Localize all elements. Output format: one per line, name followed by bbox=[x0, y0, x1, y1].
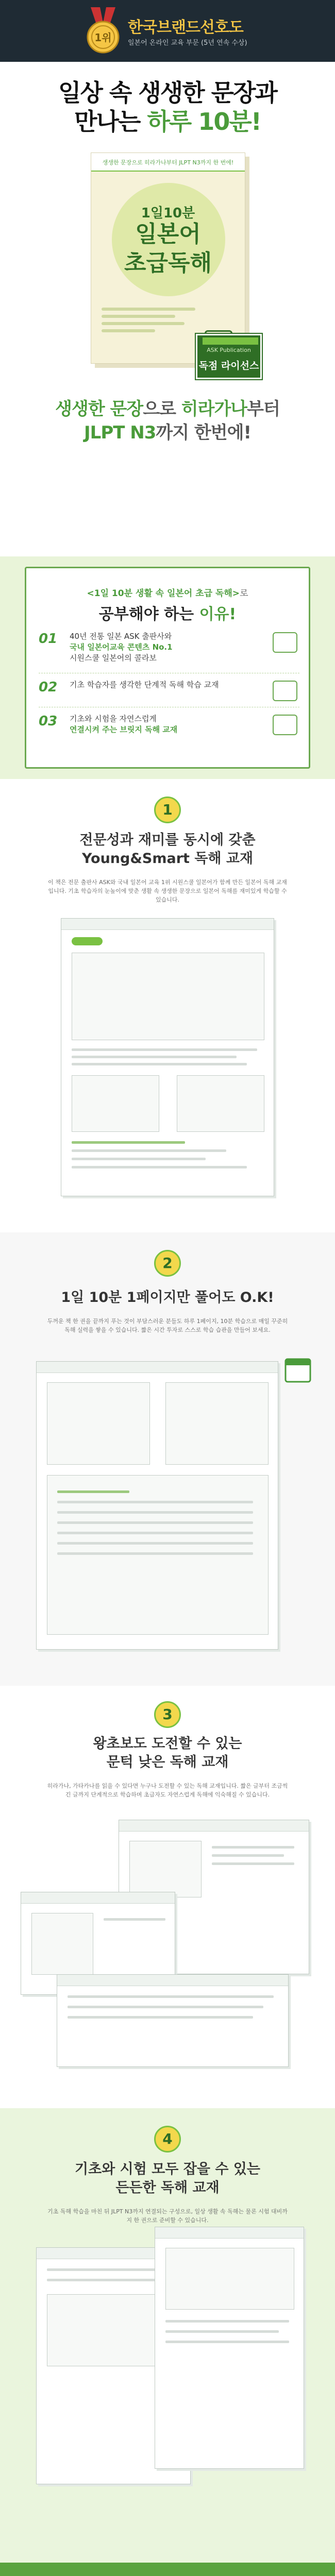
medal-text: 1위 bbox=[94, 31, 112, 44]
why-section bbox=[0, 556, 335, 779]
hero-headline-2 bbox=[0, 107, 335, 136]
license-badge bbox=[196, 334, 262, 379]
why-card bbox=[25, 567, 310, 769]
hero-headline-1: 일상 속 생생한 문장과 bbox=[58, 79, 277, 107]
feature-title-1: 1일 10분 1페이지만 풀어도 O.K! bbox=[61, 1290, 274, 1306]
feature-number-badge: 2 bbox=[154, 1250, 181, 1277]
feature-description: 히라가나, 가타카나를 읽을 수 있다면 누구나 도전할 수 있는 독해 교재입니다. 짧은 글부터 조금씩 긴 글까지 단계적으로 학습하며 초급자도 자연스럽게 독해에 익숙해질 수 있습니다. bbox=[47, 1783, 288, 1798]
feature-title-2: 문턱 낮은 독해 교재 bbox=[106, 1754, 229, 1770]
hero-headline-2a: 만나는 bbox=[74, 108, 147, 135]
book-title-2: 일본어 bbox=[135, 221, 201, 247]
feature-number-badge: 3 bbox=[154, 1701, 181, 1728]
book-title-3: 초급독해 bbox=[124, 250, 212, 276]
hero-tagline-1: 생생한 문장으로 히라가나부터 bbox=[55, 399, 280, 419]
stairs-icon bbox=[273, 681, 297, 701]
feature-description: 두꺼운 책 한 권을 끝까지 푸는 것이 부담스러운 분들도 하루 1페이지, 10분 학습으로 매일 꾸준히 독해 실력을 쌓을 수 있습니다. 짧은 시간 투자로 스스로 학습 습관을 만들어 보세요. bbox=[47, 1318, 288, 1333]
extra-materials-banner bbox=[0, 2563, 335, 2576]
feature-description: 이 책은 전문 출판사 ASK와 국내 일본어 교육 1위 시원스쿨 일본어가 함께 만든 일본어 독해 교재입니다. 기초 학습자의 눈높이에 맞춘 생활 속 생생한 문장으로 일본어 독해를 재미있게 학습할 수 있습니다. bbox=[48, 879, 287, 903]
book-page-preview bbox=[61, 918, 274, 1196]
why-item-number: 02 bbox=[39, 680, 58, 695]
why-item bbox=[39, 714, 299, 747]
why-item bbox=[39, 631, 299, 673]
feature-section-1 bbox=[0, 779, 335, 1232]
feature-description: 기초 독해 학습을 마친 뒤 JLPT N3까지 연결되는 구성으로, 일상 생활 속 독해는 물론 시험 대비까지 한 권으로 준비할 수 있습니다. bbox=[47, 2208, 288, 2224]
why-item-number: 01 bbox=[39, 631, 58, 647]
why-item-number: 03 bbox=[39, 714, 58, 729]
bridge-icon bbox=[273, 715, 297, 735]
book-title-1: 1일10분 bbox=[141, 206, 195, 221]
why-item-text: 기초와 시험을 자연스럽게 연결시켜 주는 브릿지 독해 교재 bbox=[70, 714, 178, 734]
feature-title-1: 전문성과 재미를 동시에 갖춘 bbox=[79, 832, 256, 848]
feature-title-1: 기초와 시험 모두 잡을 수 있는 bbox=[75, 2161, 260, 2177]
feature-number-badge: 4 bbox=[154, 2126, 181, 2153]
why-item-text: 40년 전통 일본 ASK 출판사와 국내 일본어교육 콘텐츠 No.1 시원스쿨 일본어의 콜라보 bbox=[70, 632, 173, 663]
extra-materials-section bbox=[0, 2563, 335, 2576]
why-subtitle: <1일 10분 생활 속 일본어 초급 독해>로 bbox=[87, 588, 248, 599]
feature-title-1: 왕초보도 도전할 수 있는 bbox=[93, 1736, 242, 1752]
why-item bbox=[39, 680, 299, 707]
book-icon bbox=[273, 632, 297, 653]
study-plan-preview bbox=[36, 1361, 278, 1650]
feature-title-2: 든든한 독해 교재 bbox=[115, 2180, 220, 2196]
feature-section-4 bbox=[0, 2108, 335, 2563]
license-small-text: ASK Publication bbox=[207, 347, 251, 353]
feature-section-3 bbox=[0, 1686, 335, 2108]
medal-icon bbox=[87, 7, 120, 55]
why-item-text: 기초 학습자를 생각한 단계적 독해 학습 교재 bbox=[70, 680, 219, 689]
award-banner bbox=[0, 0, 335, 62]
license-big-text: 독점 라이선스 bbox=[198, 360, 259, 371]
hero-section bbox=[0, 0, 335, 556]
hero-headline-2b: 하루 10분! bbox=[147, 108, 261, 135]
hero-tagline-2: JLPT N3까지 한번에! bbox=[84, 422, 251, 443]
feature-title-2: Young&Smart 독해 교재 bbox=[81, 851, 254, 867]
award-subtitle: 일본어 온라인 교육 부문 (5년 연속 수상) bbox=[128, 39, 247, 47]
worksheet-preview bbox=[57, 1974, 289, 2067]
exam-page-preview-right bbox=[155, 2227, 304, 2469]
calendar-icon bbox=[282, 1354, 313, 1385]
feature-section-2 bbox=[0, 1232, 335, 1686]
award-title: 한국브랜드선호도 bbox=[128, 19, 243, 37]
book-top-band bbox=[91, 153, 245, 172]
feature-number-badge: 1 bbox=[154, 796, 181, 823]
book-tagline: 생생한 문장으로 히라가나부터 JLPT N3까지 한 번에! bbox=[102, 159, 234, 166]
why-title: 공부해야 하는 이유! bbox=[98, 605, 237, 623]
book-cover bbox=[91, 152, 245, 364]
